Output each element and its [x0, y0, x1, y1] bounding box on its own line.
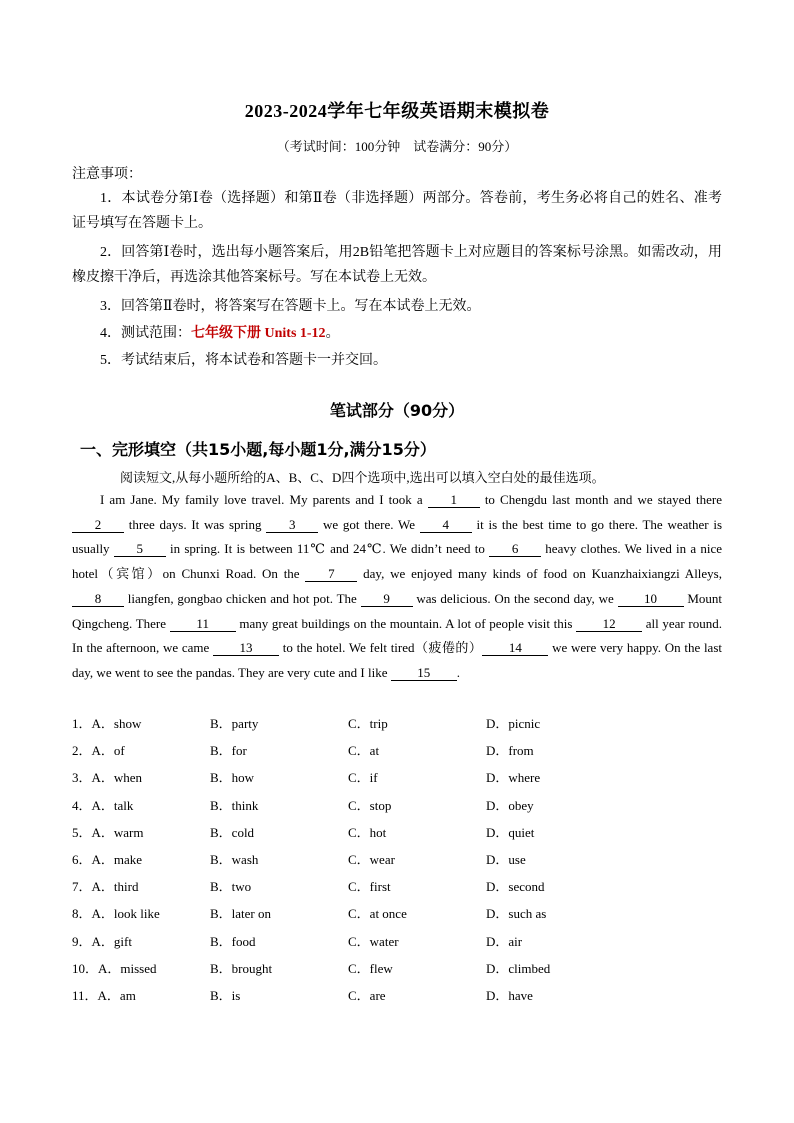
passage-text: was delicious. On the second day, we	[412, 590, 618, 606]
option-b: B．later on	[210, 906, 272, 922]
option-a	[72, 823, 144, 843]
blank-4: 4	[420, 517, 472, 533]
question-row-5	[72, 823, 732, 850]
question-number: 8．	[72, 906, 92, 922]
option-a-text: A．of	[91, 743, 125, 759]
exam-subtitle: （考试时间：100分钟 试卷满分：90分）	[276, 139, 518, 154]
option-d: D．obey	[486, 797, 534, 813]
option-c: C．stop	[348, 797, 392, 813]
option-a-text: A．gift	[91, 933, 132, 949]
part-title: 一、完形填空（共15小题,每小题1分,满分15分）	[80, 440, 436, 459]
exam-title: 2023-2024学年七年级英语期末模拟卷	[244, 101, 550, 121]
option-a	[72, 741, 125, 761]
option-b: B．two	[210, 879, 252, 895]
passage-text: to Chengdu last month and we stayed there	[479, 492, 723, 507]
option-c: C．first	[348, 879, 391, 895]
blank-10: 10	[618, 591, 684, 607]
question-row-7	[72, 877, 732, 904]
option-a-text: A．third	[91, 879, 139, 895]
passage-text: heavy clothes. We lived in a nice hotel（宾馆）on Chunxi Road. On the	[72, 541, 723, 582]
option-b: B．wash	[210, 851, 259, 867]
blank-3: 3	[266, 517, 318, 533]
passage-text: in spring. It is between 11℃ and 24℃. We didn’t need to	[165, 541, 490, 557]
question-number: 10．	[72, 960, 99, 976]
option-b: B．brought	[210, 960, 273, 976]
option-b: B．party	[210, 716, 259, 731]
option-d: D．have	[486, 987, 533, 1003]
blank-11: 11	[170, 616, 236, 632]
passage-text: we were very happy. On the last day, we went to see the pandas. They are very cute and I like	[72, 640, 722, 680]
test-scope: 七年级下册 Units 1-12	[191, 326, 326, 341]
blank-14: 14	[482, 640, 548, 656]
passage-text: many great buildings on the mountain. A lot of people visit this	[235, 615, 577, 631]
option-d: D．such as	[486, 906, 547, 922]
option-b: B．cold	[210, 824, 255, 840]
notice-item-5: 5．考试结束后，将本试卷和答题卡一并交回。	[100, 353, 387, 368]
blank-12: 12	[576, 616, 642, 632]
option-c: C．if	[348, 770, 378, 786]
option-d: D．from	[486, 743, 534, 759]
passage-text: to the hotel. We felt tired（疲倦的）	[279, 640, 483, 656]
question-number: 7．	[72, 879, 92, 895]
cloze-passage	[72, 488, 722, 686]
question-row-11	[72, 986, 732, 1013]
option-b: B．how	[210, 770, 255, 786]
notice-item-1: 1．本试卷分第Ⅰ卷（选择题）和第Ⅱ卷（非选择题）两部分。答卷前，考生务必将自己的姓名、准考证号填写在答题卡上。	[72, 191, 722, 231]
question-row-8	[72, 904, 732, 931]
blank-7: 7	[305, 566, 357, 582]
blank-6: 6	[489, 541, 541, 557]
option-d: D．quiet	[486, 824, 535, 840]
question-row-4	[72, 796, 732, 823]
option-d: D．climbed	[486, 960, 551, 976]
option-d: D．where	[486, 770, 541, 786]
blank-9: 9	[361, 591, 413, 607]
notice-item-4-suffix: 。	[325, 326, 340, 341]
blank-2: 2	[72, 517, 124, 533]
cloze-instruction: 阅读短文,从每小题所给的A、B、C、D四个选项中,选出可以填入空白处的最佳选项。	[120, 470, 605, 485]
passage-text: day, we enjoyed many kinds of food on Kuanzhaixiangzi Alleys,	[357, 566, 722, 582]
notice-item-4	[72, 321, 722, 346]
option-c: C．at once	[348, 906, 407, 922]
question-number: 2．	[72, 743, 92, 759]
option-c: C．are	[348, 987, 386, 1003]
option-a	[72, 986, 136, 1006]
option-c: C．hot	[348, 824, 387, 840]
option-a	[72, 768, 142, 788]
option-b: B．food	[210, 933, 256, 949]
option-d: D．picnic	[486, 716, 541, 731]
passage-text: Mount Qingcheng. There	[72, 590, 722, 631]
question-number: 3．	[72, 770, 92, 786]
option-a-text: A．look like	[91, 906, 160, 922]
option-b: B．think	[210, 797, 259, 813]
blank-1: 1	[428, 492, 480, 508]
notice-item-2: 2．回答第Ⅰ卷时，选出每小题答案后，用2B铅笔把答题卡上对应题目的答案标号涂黑。如需改动，用橡皮擦干净后，再选涂其他答案标号。写在本试卷上无效。	[72, 245, 722, 285]
option-a	[72, 904, 160, 924]
option-a-text: A．show	[91, 716, 142, 731]
option-c: C．water	[348, 933, 399, 949]
option-a	[72, 959, 157, 979]
option-b: B．for	[210, 743, 247, 759]
passage-text: three days. It was spring	[124, 516, 267, 532]
question-row-9	[72, 932, 732, 959]
option-a	[72, 796, 133, 816]
option-a	[72, 932, 132, 952]
question-row-1	[72, 714, 732, 741]
question-row-3	[72, 768, 732, 795]
passage-text: I am Jane. My family love travel. My parents and I took a	[100, 492, 428, 507]
option-c: C．at	[348, 743, 380, 759]
notice-label: 注意事项：	[72, 167, 142, 182]
option-d: D．second	[486, 879, 545, 895]
question-number: 1．	[72, 716, 92, 731]
option-d: D．air	[486, 933, 523, 949]
section-title: 笔试部分（90分）	[329, 401, 465, 420]
notice-item-3: 3．回答第Ⅱ卷时，将答案写在答题卡上。写在本试卷上无效。	[100, 299, 481, 314]
blank-15: 15	[391, 665, 457, 681]
option-a	[72, 877, 138, 897]
option-a	[72, 850, 142, 870]
option-b: B．is	[210, 987, 241, 1003]
option-a	[72, 714, 141, 734]
passage-text: .	[456, 664, 460, 680]
question-row-2	[72, 741, 732, 768]
question-row-10	[72, 959, 732, 986]
passage-text: all year round. In the afternoon, we came	[72, 615, 722, 656]
question-number: 6．	[72, 851, 92, 867]
passage-text: it is the best time to go there. The weather is usually	[72, 516, 723, 557]
option-a-text: A．when	[91, 770, 143, 786]
question-row-6	[72, 850, 732, 877]
passage-text: we got there. We	[318, 516, 420, 532]
question-number: 9．	[72, 933, 92, 949]
option-c: C．flew	[348, 960, 393, 976]
option-a-text: A．am	[97, 987, 136, 1003]
option-a-text: A．missed	[98, 960, 157, 976]
passage-text: liangfen, gongbao chicken and hot pot. The	[124, 590, 361, 606]
option-c: C．trip	[348, 716, 388, 731]
question-number: 11．	[72, 987, 98, 1003]
option-a-text: A．warm	[91, 824, 144, 840]
option-d: D．use	[486, 851, 526, 867]
blank-5: 5	[114, 541, 166, 557]
blank-13: 13	[213, 640, 279, 656]
question-number: 5．	[72, 824, 92, 840]
option-a-text: A．talk	[91, 797, 134, 813]
notice-item-4-prefix: 4．测试范围：	[100, 326, 191, 341]
blank-8: 8	[72, 591, 124, 607]
question-number: 4．	[72, 797, 92, 813]
question-options	[72, 714, 732, 1013]
option-c: C．wear	[348, 851, 395, 867]
option-a-text: A．make	[91, 851, 143, 867]
